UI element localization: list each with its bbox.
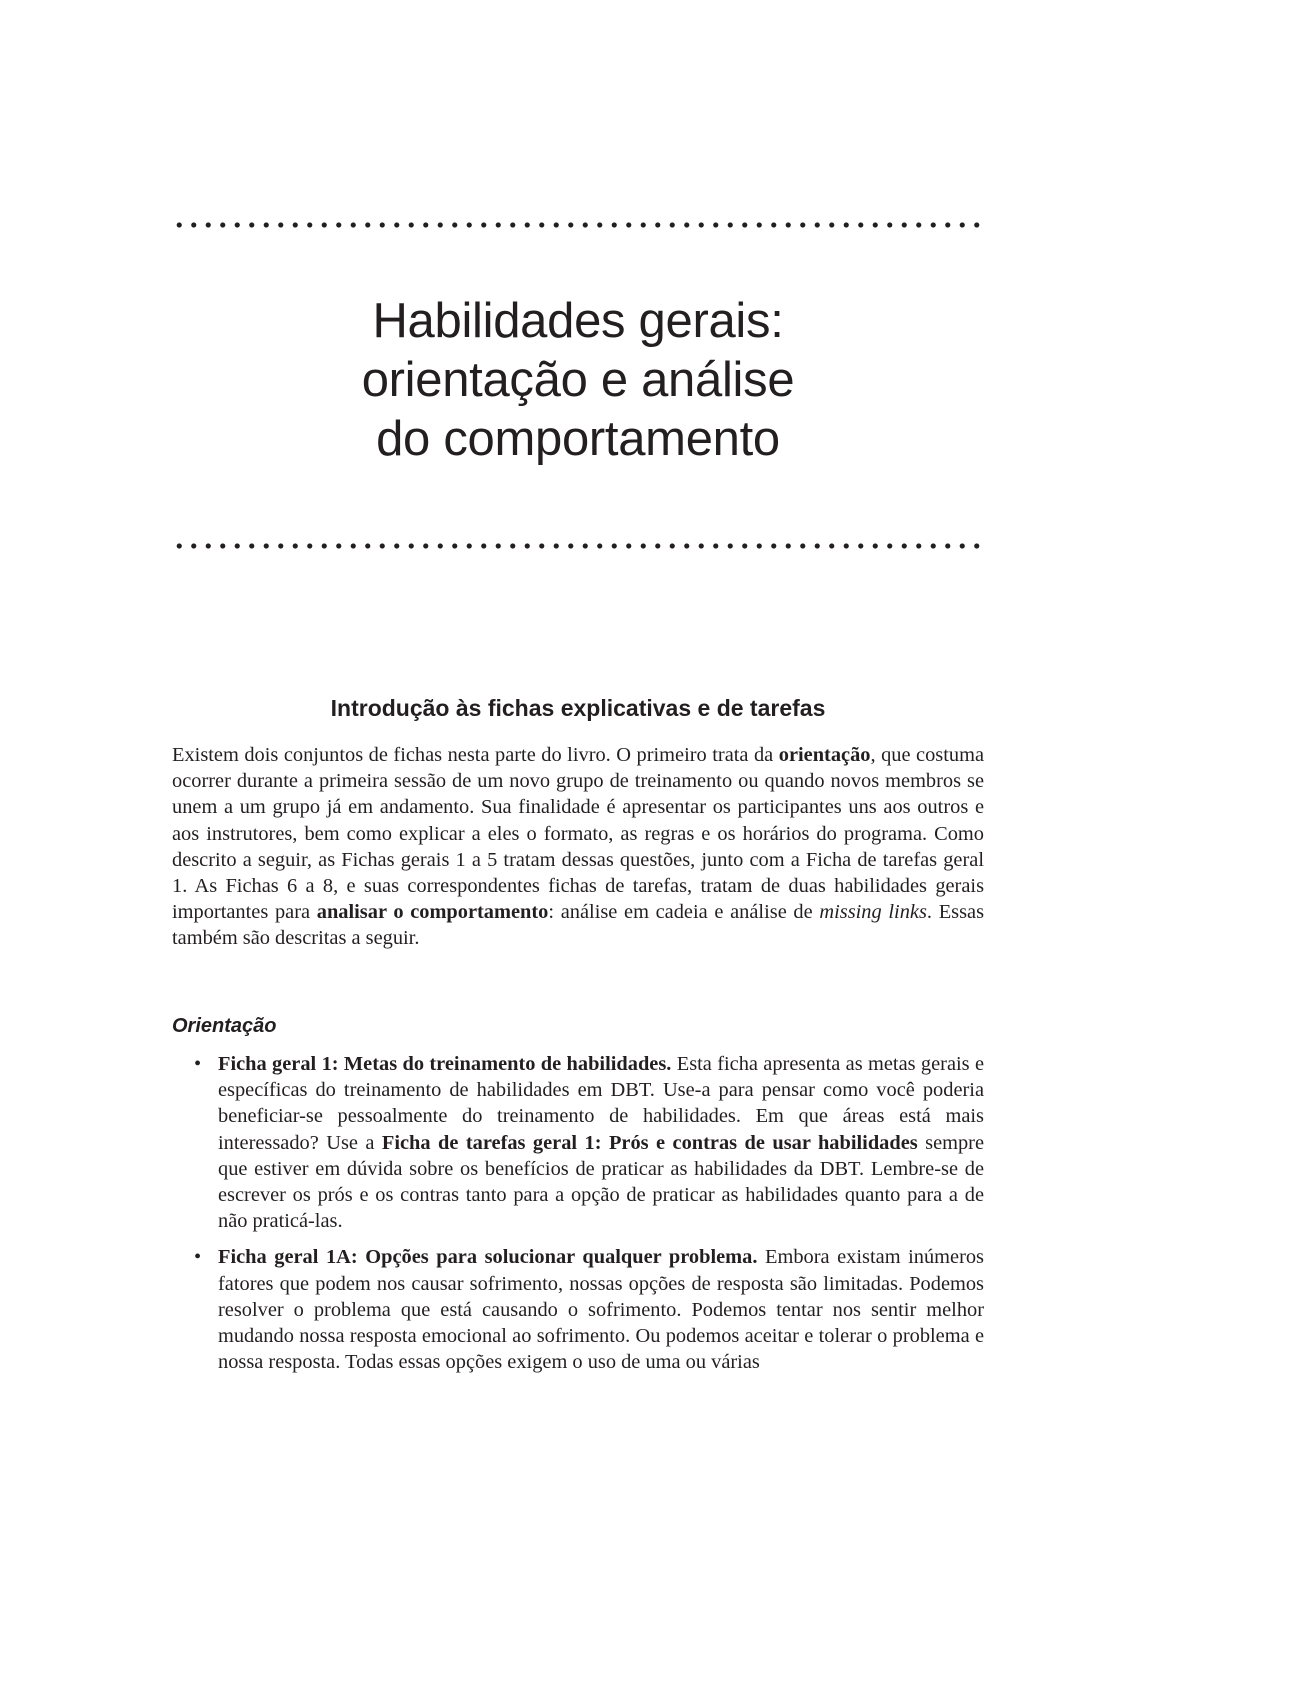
item-text: Esta ficha apresenta as metas gerais e específicas do treinamento de habilidades em DBT. Use-a para pensar como você poderia beneficiar-se pessoalmente do treinamento de habilidades. Em que áreas está mais interessado? Use a (218, 1053, 984, 1154)
intro-bold-analisar: analisar o comportamento (316, 901, 549, 924)
dotted-rule-bottom (172, 542, 984, 550)
intro-bold-orientacao: orientação (778, 744, 871, 766)
intro-text-2: , que costuma ocorrer durante a primeira sessão de um novo grupo de treinamento ou quando novos membros se unem a um grupo já em andamento. Sua finalidade é apresentar os participantes uns aos outros e aos instrutores, bem como explicar a eles o formato, as regras e os horários do programa. Como descrito a seguir, as Fichas gerais 1 a 5 tratam dessas questões, junto com a Ficha de tarefas geral 1. As Fichas 6 a 8, e suas correspondentes fichas de tarefas, tratam de duas habilidades gerais importantes para (172, 744, 984, 924)
item-title: Ficha geral 1A: Opções para solucionar qualquer problema. (218, 1246, 758, 1269)
item-text: Embora existam inúmeros fatores que podem nos causar sofrimento, nossas opções de resposta são limitadas. Podemos resolver o problema que está causando o sofrimento. Podemos tentar nos sentir melhor mudando nossa resposta emocional ao sofrimento. Ou podemos aceitar e tolerar o problema e nossa resposta. Todas essas opções exigem o uso de uma ou várias (218, 1246, 984, 1374)
item-bold-ref: Ficha de tarefas geral 1: Prós e contras de usar habilidades (381, 1131, 918, 1154)
bullet-icon: • (194, 1246, 202, 1269)
bullet-icon: • (194, 1053, 202, 1075)
chapter-title-line-2: orientação e análise (361, 353, 795, 407)
intro-paragraph (172, 742, 984, 952)
dotted-rule-top (172, 221, 984, 229)
intro-text-3: : análise em cadeia e análise de (548, 901, 820, 924)
list-item (172, 1051, 984, 1234)
orientation-list (172, 1051, 984, 1385)
list-item-text (218, 1051, 984, 1234)
section-heading: Introdução às fichas explicativas e de tarefas (330, 695, 826, 721)
intro-italic-missing-links: missing links (819, 901, 927, 924)
chapter-title-line-1: Habilidades gerais: (372, 294, 784, 348)
item-title: Ficha geral 1: Metas do treinamento de habilidades. (218, 1053, 672, 1075)
intro-text-1: Existem dois conjuntos de fichas nesta parte do livro. O primeiro trata da (172, 744, 779, 766)
item-text-2: sempre que estiver em dúvida sobre os benefícios de praticar as habilidades da DBT. Lembre-se de escrever os prós e os contras tanto para a opção de praticar as habilidades quanto para a de não praticá-las. (218, 1131, 985, 1233)
list-item (172, 1244, 984, 1375)
orientation-heading: Orientação (172, 1015, 277, 1037)
chapter-title (172, 292, 984, 469)
list-item-text (218, 1244, 984, 1375)
intro-text-4: . Essas também são descritas a seguir. (172, 901, 985, 950)
chapter-title-line-3: do comportamento (376, 412, 780, 466)
